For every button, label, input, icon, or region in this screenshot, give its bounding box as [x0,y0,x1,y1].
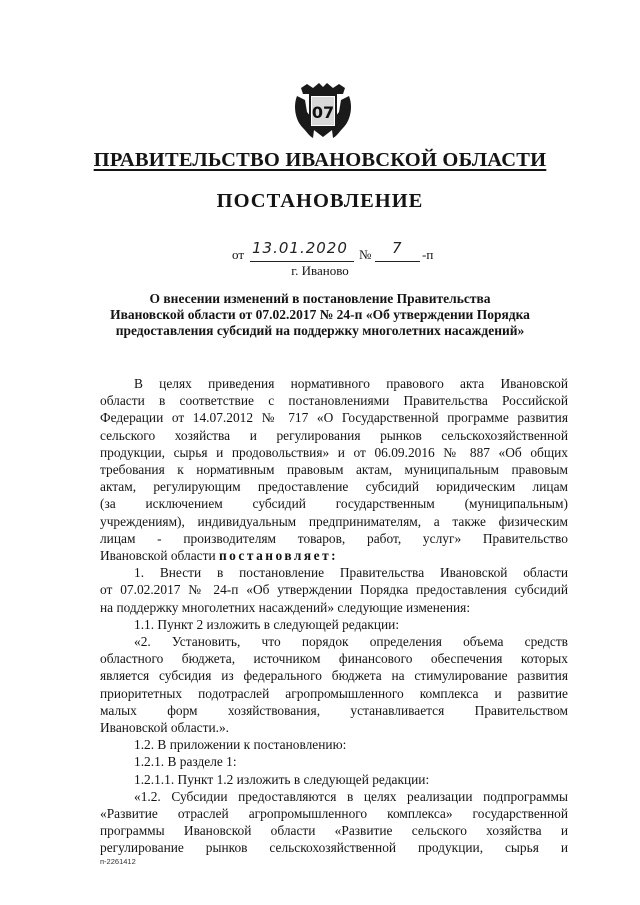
org-title: ПРАВИТЕЛЬСТВО ИВАНОВСКОЙ ОБЛАСТИ [93,149,547,171]
document-body [100,375,568,857]
body-line: 1. Внести в постановление Правительства Ивановской области [134,565,568,581]
body-line: 1.1. Пункт 2 изложить в следующей редакции: [134,616,400,632]
city-line: г. Иваново [291,263,349,278]
subject-line: Ивановской области от 07.02.2017 № 24-п «Об утверждении Порядка [110,307,530,322]
footer-code: п-2261412 [100,857,136,866]
body-line: регулирование рынков сельскохозяйственной продукции, сырья и [100,840,568,856]
body-line-resolves [100,547,568,564]
body-line: Федерации от 14.07.2012 № 717 «О Государственной программе развития [100,410,568,426]
date-underline [250,261,354,262]
body-line: «Развитие отраслей агропромышленного комплекса» государственной [100,806,568,822]
number-underline [375,261,420,262]
preamble-end: Ивановской области [100,548,216,564]
subject-line: предоставления субсидий на поддержку многолетних насаждений» [115,323,525,338]
body-line: области в соответствие с постановлениями Правительства Российской [100,393,568,409]
subject-line: О внесении изменений в постановление Правительства [149,291,491,306]
body-line: 1.2.1.1. Пункт 1.2 изложить в следующей редакции: [134,771,430,787]
body-line: актам, регулирующим предоставление субсидий юридическим лицам [100,479,568,495]
date-number-line [232,239,472,263]
emblem-year: 07 [311,103,335,122]
body-line: требования к нормативным правовым актам, муниципальным правовым [100,462,568,478]
body-line: 1.2.1. В разделе 1: [134,754,237,770]
body-line: малых форм хозяйствования, устанавливается Правительством [100,702,568,718]
body-line: учреждениям), индивидуальным предпринимателям, а также физическим [100,513,568,529]
body-line: В целях приведения нормативного правового акта Ивановской [134,376,568,391]
handwritten-date: 13.01.2020 [252,239,348,257]
body-line: «2. Установить, что порядок определения объема средств [134,634,568,650]
body-line: 1.2. В приложении к постановлению: [134,737,347,753]
body-line: на поддержку многолетних насаждений» следующие изменения: [100,599,471,615]
handwritten-number: 7 [392,239,403,257]
number-label: № [359,247,372,262]
body-line: лицам - производителям товаров, работ, услуг» Правительство [100,530,568,546]
body-line: Ивановской области.». [100,720,229,736]
body-line: продукции, сырья и продовольствия» и от 06.09.2016 № 887 «Об общих [100,444,568,460]
body-line: приоритетных подотраслей агропромышленного комплекса и развитие [100,685,568,701]
body-line: сельского хозяйства и регулирования рынков сельскохозяйственной [100,427,568,443]
number-suffix: -п [422,247,434,262]
body-line: (за исключением субсидий государственным (муниципальным) [100,496,568,512]
body-line: от 07.02.2017 № 24-п «Об утверждении Порядка предоставления субсидий [100,582,568,598]
resolves-word: постановляет: [218,548,339,564]
body-line: областного бюджета, источником финансового обеспечения которых [100,651,568,667]
coat-of-arms-emblem [293,82,353,140]
body-line: «1.2. Субсидии предоставляются в целях реализации подпрограммы [134,788,568,804]
doc-type-title: ПОСТАНОВЛЕНИЕ [216,190,424,212]
body-line: является субсидия из федерального бюджета на стимулирование развития [100,668,568,684]
body-line: программы Ивановской области «Развитие сельского хозяйства и [100,823,568,839]
subject-heading [100,291,540,339]
from-label: от [232,247,245,262]
